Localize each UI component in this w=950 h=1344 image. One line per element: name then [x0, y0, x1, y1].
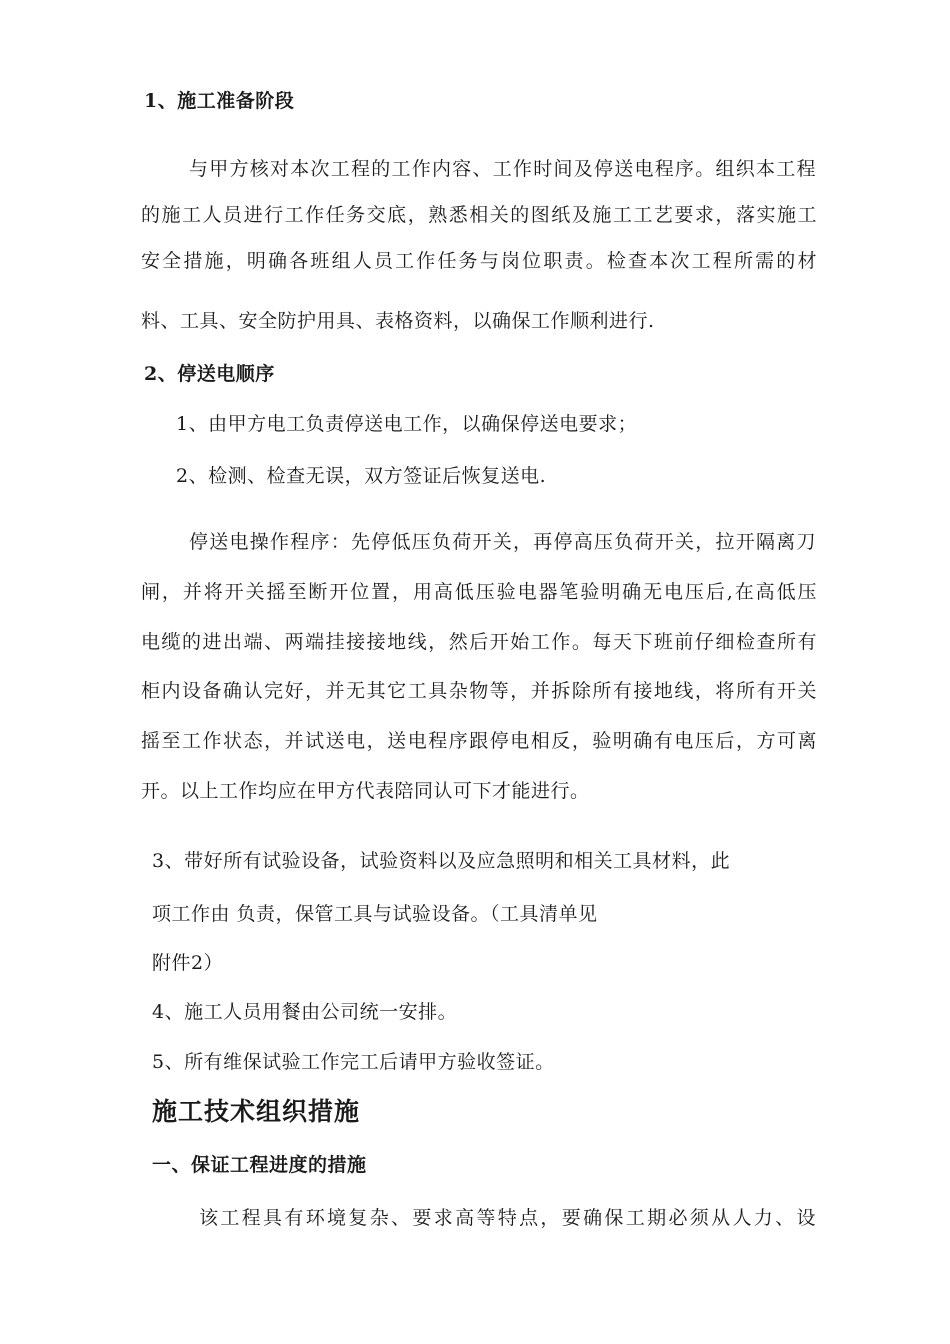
list-item: 3、带好所有试验设备，试验资料以及应急照明和相关工具材料，此 [152, 850, 731, 872]
paragraph-line: 闸，并将开关摇至断开位置，用高低压验电器笔验明确无电压后,在高低压 [141, 581, 817, 603]
list-item: 1、由甲方电工负责停送电工作，以确保停送电要求； [176, 413, 638, 435]
paragraph-line: 停送电操作程序：先停低压负荷开关，再停高压负荷开关，拉开隔离刀 [189, 531, 816, 553]
paragraph-line: 摇至工作状态，并试送电，送电程序跟停电相反，验明确有电压后，方可离 [141, 730, 817, 752]
paragraph-line: 安全措施，明确各班组人员工作任务与岗位职责。检查本次工程所需的材 [141, 250, 817, 272]
list-item: 2、检测、检查无误，双方签证后恢复送电. [176, 465, 547, 487]
section-heading-preparation: 1、施工准备阶段 [144, 90, 295, 112]
paragraph-line: 该工程具有环境复杂、要求高等特点，要确保工期必须从人力、设 [199, 1207, 816, 1229]
paragraph-line: 的施工人员进行工作任务交底，熟悉相关的图纸及施工工艺要求，落实施工 [141, 204, 817, 226]
list-item: 项工作由 负责，保管工具与试验设备。（工具清单见 [152, 903, 598, 925]
section-title-tech-measures: 施工技术组织措施 [152, 1097, 361, 1126]
list-item: 4、施工人员用餐由公司统一安排。 [152, 1001, 458, 1023]
paragraph-line: 料、工具、安全防护用具、表格资料，以确保工作顺利进行. [141, 310, 655, 332]
paragraph-line: 电缆的进出端、两端挂接接地线，然后开始工作。每天下班前仔细检查所有 [141, 631, 817, 653]
paragraph-line: 柜内设备确认完好，并无其它工具杂物等，并拆除所有接地线，将所有开关 [141, 680, 817, 702]
list-item: 附件2） [152, 952, 224, 974]
paragraph-line: 开。以上工作均应在甲方代表陪同认可下才能进行。 [141, 780, 590, 802]
section-heading-power-sequence: 2、停送电顺序 [144, 363, 275, 385]
paragraph-line: 与甲方核对本次工程的工作内容、工作时间及停送电程序。组织本工程 [189, 158, 816, 180]
subheading-progress-measures: 一、保证工程进度的措施 [152, 1154, 367, 1176]
list-item: 5、所有维保试验工作完工后请甲方验收签证。 [152, 1051, 555, 1073]
